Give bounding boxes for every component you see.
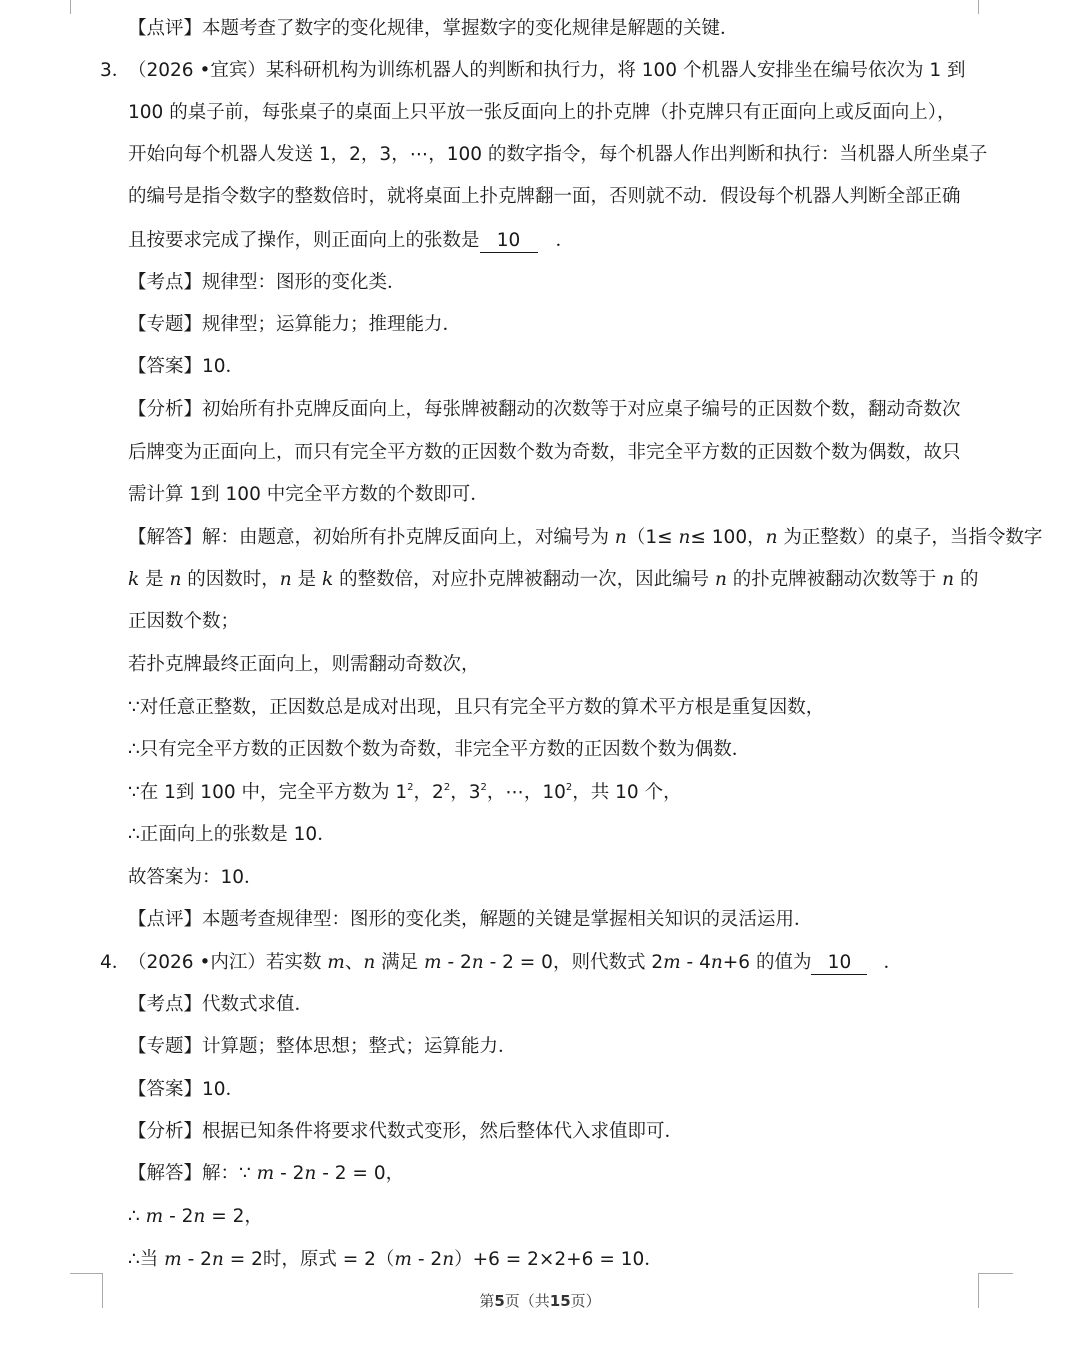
q3-zhuanti: 【专题】规律型；运算能力；推理能力． [128, 314, 462, 335]
q4-number: 4． [100, 952, 131, 973]
q3-answer: 【答案】10． [128, 356, 245, 377]
q2-review: 【点评】本题考查了数字的变化规律，掌握数字的变化规律是解题的关键． [128, 18, 739, 39]
q4-solution-line: ∴当 m - 2n = 2时，原式 = 2（m - 2n）+6 = 2×2+6 = 10． [128, 1249, 663, 1270]
q3-stem-line: 100 的桌子前，每张桌子的桌面上只平放一张反面向上的扑克牌（扑克牌只有正面向上或反面向上）， [128, 102, 956, 123]
answer-blank: 10 [480, 230, 538, 253]
q4-zhuanti: 【专题】计算题；整体思想；整式；运算能力． [128, 1036, 517, 1057]
q4-kaodian: 【考点】代数式求值． [128, 994, 314, 1015]
q3-analysis-line: 【分析】初始所有扑克牌反面向上，每张牌被翻动的次数等于对应桌子编号的正因数个数，翻动奇数次 [128, 399, 961, 420]
page-number: 5 [494, 1292, 505, 1310]
q3-stem-line: 的编号是指令数字的整数倍时，就将桌面上扑克牌翻一面，否则就不动．假设每个机器人判断全部正确 [128, 186, 961, 207]
q3-solution-line: 故答案为：10． [128, 867, 263, 888]
q3-stem-line: 且按要求完成了操作，则正面向上的张数是 10 ． [128, 230, 575, 251]
q3-solution-line: ∴只有完全平方数的正因数个数为奇数，非完全平方数的正因数个数为偶数． [128, 739, 751, 760]
crop-mark-top-right [978, 0, 979, 14]
q3-review: 【点评】本题考查规律型：图形的变化类，解题的关键是掌握相关知识的灵活运用． [128, 909, 813, 930]
q3-solution-line: ∵对任意正整数，正因数总是成对出现，且只有完全平方数的算术平方根是重复因数， [128, 697, 825, 718]
page-total: 15 [549, 1292, 571, 1310]
q4-solution-line: ∴ m - 2n = 2， [128, 1206, 263, 1227]
q3-analysis-line: 后牌变为正面向上，而只有完全平方数的正因数个数为奇数，非完全平方数的正因数个数为偶数，故只 [128, 442, 961, 463]
page-footer: 第5页（共15页） [479, 1292, 601, 1310]
q4-stem-line: 4． （2026 •内江）若实数 m、n 满足 m - 2n - 2 = 0，则代数式 2m - 4n+6 的值为 10 ． [128, 950, 902, 976]
q4-analysis: 【分析】根据已知条件将要求代数式变形，然后整体代入求值即可． [128, 1121, 684, 1142]
q3-analysis-line: 需计算 1到 100 中完全平方数的个数即可． [128, 484, 489, 505]
q3-solution-line: 【解答】解：由题意，初始所有扑克牌反面向上，对编号为 n（1≤ n≤ 100，n 为正整数）的桌子，当指令数字 [128, 527, 1043, 548]
answer-blank: 10 [811, 952, 867, 975]
q3-kaodian: 【考点】规律型：图形的变化类． [128, 272, 406, 293]
q3-solution-line: 正因数个数； [128, 611, 240, 632]
q3-solution-line: ∴正面向上的张数是 10． [128, 824, 336, 845]
q4-solution-line: 【解答】解：∵ m - 2n - 2 = 0， [128, 1163, 405, 1184]
q3-solution-line: ∵在 1到 100 中，完全平方数为 $1^2$，$2^2$，$3^2$，⋯，$10^2$，共 10 个， [128, 782, 682, 803]
q3-stem-line: 3． （2026 •宜宾）某科研机构为训练机器人的判断和执行力，将 100 个机器人安排坐在编号依次为 1 到 [128, 58, 965, 84]
q4-answer: 【答案】10． [128, 1079, 245, 1100]
q3-solution-line: k 是 n 的因数时，n 是 k 的整数倍，对应扑克牌被翻动一次，因此编号 n 的扑克牌被翻动次数等于 n 的 [128, 569, 979, 590]
q3-stem-line: 开始向每个机器人发送 1，2，3，⋯，100 的数字指令，每个机器人作出判断和执行：当机器人所坐桌子 [128, 144, 988, 165]
crop-mark-top-left [70, 0, 71, 14]
q3-solution-line: 若扑克牌最终正面向上，则需翻动奇数次， [128, 654, 480, 675]
q3-number: 3． [100, 60, 131, 81]
